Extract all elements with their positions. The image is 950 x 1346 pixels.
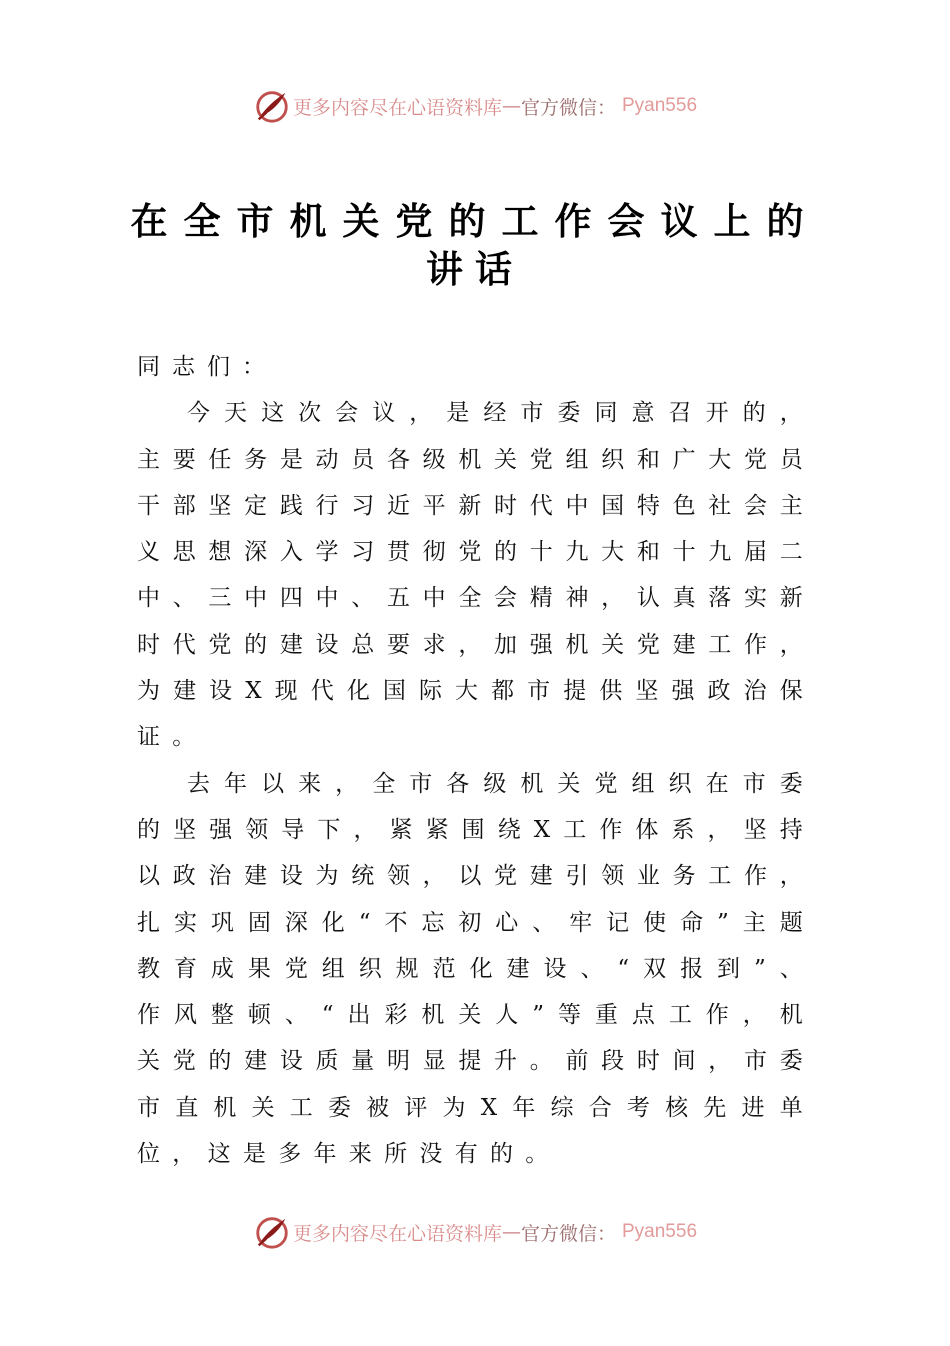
- watermark-separator: —: [501, 95, 521, 117]
- watermark-text: 更多内容尽在心语资料库: [292, 1222, 502, 1245]
- salutation: 同志们：: [137, 354, 277, 380]
- quill-logo-icon: [253, 1213, 291, 1251]
- watermark-text: 更多内容尽在心语资料库: [292, 96, 502, 119]
- watermark-separator: —: [501, 1221, 521, 1243]
- watermark-wechat-label: 官方微信：: [520, 1222, 616, 1245]
- paragraph-1: 今天这次会议，是经市委同意召开的，主要任务是动员各级机关党组织和广大党员干部坚定践行习近平新时代中国特色社会主义思想深入学习贯彻党的十九大和十九届二中、三中四中、五中全会精神，认真落实新时代党的建设总要求，加强机关党建工作，为建设X现代化国际大都市提供坚强政治保证。: [137, 400, 815, 751]
- title-line-1: 在全市机关党的工作会议上的: [130, 200, 820, 243]
- quill-logo-icon: [253, 87, 291, 125]
- document-title: [0, 198, 950, 294]
- watermark-footer: [0, 1212, 950, 1252]
- watermark-wechat-id: Pyan556: [622, 95, 698, 116]
- document-body: [137, 344, 815, 1177]
- watermark-header: [0, 86, 950, 126]
- watermark-wechat-label: 官方微信：: [520, 96, 616, 119]
- paragraph-2: 去年以来，全市各级机关党组织在市委的坚强领导下，紧紧围绕X工作体系，坚持以政治建设为统领，以党建引领业务工作，扎实巩固深化“不忘初心、牢记使命”主题教育成果党组织规范化建设、“双报到”、作风整顿、“出彩机关人”等重点工作，机关党的建设质量明显提升。前段时间，市委市直机关工委被评为X年综合考核先进单位，这是多年来所没有的。: [137, 770, 815, 1168]
- title-line-2: 讲话: [426, 248, 524, 291]
- watermark-wechat-id: Pyan556: [622, 1221, 698, 1242]
